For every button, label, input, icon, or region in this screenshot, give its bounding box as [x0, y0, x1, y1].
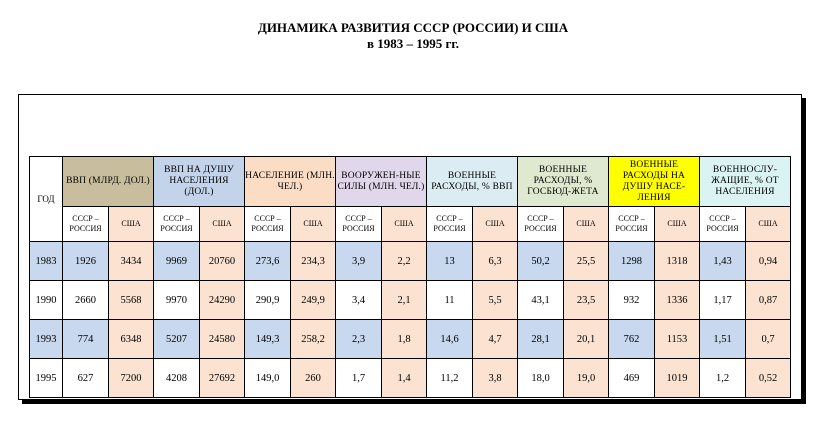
ussr-value-cell: 9970 [154, 281, 200, 320]
usa-value-cell: 6,3 [473, 242, 518, 281]
usa-value-cell: 0,87 [746, 281, 791, 320]
subheader-usa: США [473, 207, 518, 242]
title-line-2: в 1983 – 1995 гг. [366, 36, 460, 51]
subheader-ussr: СССР – РОССИЯ [609, 207, 655, 242]
ussr-value-cell: 149,0 [245, 359, 291, 398]
group-header: ВВП (МЛРД. ДОЛ.) [63, 157, 154, 207]
ussr-value-cell: 9969 [154, 242, 200, 281]
ussr-value-cell: 774 [63, 320, 109, 359]
ussr-value-cell: 3,9 [336, 242, 382, 281]
ussr-value-cell: 13 [427, 242, 473, 281]
table-row [30, 242, 791, 281]
usa-value-cell: 258,2 [291, 320, 336, 359]
ussr-value-cell: 14,6 [427, 320, 473, 359]
usa-value-cell: 234,3 [291, 242, 336, 281]
ussr-value-cell: 11 [427, 281, 473, 320]
subheader-row [30, 207, 791, 242]
usa-value-cell: 25,5 [564, 242, 609, 281]
usa-value-cell: 1153 [655, 320, 700, 359]
ussr-value-cell: 5207 [154, 320, 200, 359]
ussr-value-cell: 4208 [154, 359, 200, 398]
usa-value-cell: 6348 [109, 320, 154, 359]
subheader-ussr: СССР – РОССИЯ [427, 207, 473, 242]
table-frame [18, 94, 802, 400]
year-cell: 1990 [30, 281, 63, 320]
table-row [30, 359, 791, 398]
usa-value-cell: 5,5 [473, 281, 518, 320]
usa-value-cell: 249,9 [291, 281, 336, 320]
ussr-value-cell: 43,1 [518, 281, 564, 320]
subheader-usa: США [200, 207, 245, 242]
group-header: ВОЕННОСЛУ-ЖАЩИЕ, % ОТ НАСЕЛЕНИЯ [700, 157, 791, 207]
page-title [0, 20, 826, 52]
subheader-usa: США [564, 207, 609, 242]
usa-value-cell: 4,7 [473, 320, 518, 359]
subheader-usa: США [655, 207, 700, 242]
year-cell: 1993 [30, 320, 63, 359]
ussr-value-cell: 1298 [609, 242, 655, 281]
ussr-value-cell: 1,17 [700, 281, 746, 320]
ussr-value-cell: 28,1 [518, 320, 564, 359]
usa-value-cell: 2,1 [382, 281, 427, 320]
table-row [30, 320, 791, 359]
subheader-usa: США [109, 207, 154, 242]
ussr-value-cell: 1,7 [336, 359, 382, 398]
ussr-value-cell: 762 [609, 320, 655, 359]
usa-value-cell: 3434 [109, 242, 154, 281]
subheader-ussr: СССР – РОССИЯ [63, 207, 109, 242]
subheader-usa: США [746, 207, 791, 242]
ussr-value-cell: 290,9 [245, 281, 291, 320]
usa-value-cell: 0,52 [746, 359, 791, 398]
group-header: ВООРУЖЕН-НЫЕ СИЛЫ (МЛН. ЧЕЛ.) [336, 157, 427, 207]
usa-value-cell: 260 [291, 359, 336, 398]
ussr-value-cell: 627 [63, 359, 109, 398]
usa-value-cell: 1336 [655, 281, 700, 320]
subheader-usa: США [382, 207, 427, 242]
ussr-value-cell: 2660 [63, 281, 109, 320]
ussr-value-cell: 149,3 [245, 320, 291, 359]
usa-value-cell: 0,7 [746, 320, 791, 359]
year-cell: 1995 [30, 359, 63, 398]
group-header: ВОЕННЫЕ РАСХОДЫ, % ВВП [427, 157, 518, 207]
usa-value-cell: 3,8 [473, 359, 518, 398]
group-header: ВОЕННЫЕ РАСХОДЫ, % ГОСБЮД-ЖЕТА [518, 157, 609, 207]
year-header: ГОД [30, 157, 63, 242]
subheader-usa: США [291, 207, 336, 242]
subheader-ussr: СССР – РОССИЯ [518, 207, 564, 242]
usa-value-cell: 1318 [655, 242, 700, 281]
data-table [29, 156, 791, 398]
subheader-ussr: СССР – РОССИЯ [245, 207, 291, 242]
ussr-value-cell: 18,0 [518, 359, 564, 398]
ussr-value-cell: 1,43 [700, 242, 746, 281]
table-body [30, 242, 791, 398]
ussr-value-cell: 50,2 [518, 242, 564, 281]
group-header-row [30, 157, 791, 207]
usa-value-cell: 7200 [109, 359, 154, 398]
usa-value-cell: 1,8 [382, 320, 427, 359]
ussr-value-cell: 11,2 [427, 359, 473, 398]
ussr-value-cell: 932 [609, 281, 655, 320]
usa-value-cell: 24580 [200, 320, 245, 359]
usa-value-cell: 23,5 [564, 281, 609, 320]
table-row [30, 281, 791, 320]
ussr-value-cell: 1,51 [700, 320, 746, 359]
group-header: ВОЕННЫЕ РАСХОДЫ НА ДУШУ НАСЕ-ЛЕНИЯ [609, 157, 700, 207]
usa-value-cell: 20760 [200, 242, 245, 281]
ussr-value-cell: 2,3 [336, 320, 382, 359]
group-header: НАСЕЛЕНИЕ (МЛН. ЧЕЛ.) [245, 157, 336, 207]
usa-value-cell: 20,1 [564, 320, 609, 359]
usa-value-cell: 1,4 [382, 359, 427, 398]
subheader-ussr: СССР – РОССИЯ [154, 207, 200, 242]
title-line-1: ДИНАМИКА РАЗВИТИЯ СССР (РОССИИ) И США [257, 20, 569, 35]
group-header: ВВП НА ДУШУ НАСЕЛЕНИЯ (ДОЛ.) [154, 157, 245, 207]
usa-value-cell: 1019 [655, 359, 700, 398]
usa-value-cell: 24290 [200, 281, 245, 320]
usa-value-cell: 0,94 [746, 242, 791, 281]
subheader-ussr: СССР – РОССИЯ [700, 207, 746, 242]
usa-value-cell: 27692 [200, 359, 245, 398]
ussr-value-cell: 469 [609, 359, 655, 398]
usa-value-cell: 19,0 [564, 359, 609, 398]
usa-value-cell: 2,2 [382, 242, 427, 281]
subheader-ussr: СССР – РОССИЯ [336, 207, 382, 242]
ussr-value-cell: 3,4 [336, 281, 382, 320]
ussr-value-cell: 1,2 [700, 359, 746, 398]
usa-value-cell: 5568 [109, 281, 154, 320]
year-cell: 1983 [30, 242, 63, 281]
ussr-value-cell: 273,6 [245, 242, 291, 281]
ussr-value-cell: 1926 [63, 242, 109, 281]
